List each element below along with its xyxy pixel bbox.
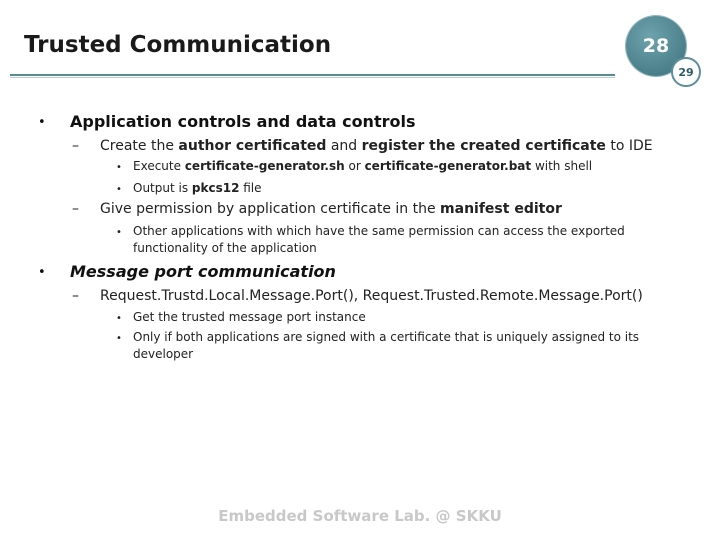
dot-marker: •: [116, 162, 122, 173]
dot-marker: •: [116, 313, 122, 324]
item-output-pkcs12: [133, 180, 673, 197]
item-execute-generator: [133, 158, 673, 175]
text-run-bold: manifest editor: [440, 201, 562, 217]
text-run: to IDE: [605, 138, 653, 154]
text-run-bold: pkcs12: [191, 181, 240, 195]
sub-bullet-request-ports: Request.Trustd.Local.Message.Port(), Request.Trusted.Remote.Message.Port(): [100, 288, 643, 304]
footer-text: Embedded Software Lab. @ SKKU: [218, 507, 502, 525]
sub-bullet-give-permission: [100, 201, 562, 217]
item-other-applications: Other applications with which have the same permission can access the exported functionality of the application: [133, 224, 625, 255]
text-run: Execute: [133, 159, 185, 173]
dash-marker: –: [72, 288, 79, 304]
text-run: Give permission by application certificate in the: [100, 201, 441, 217]
text-run-bold: certificate-generator.bat: [364, 159, 532, 173]
text-run: with shell: [531, 159, 593, 173]
bullet-message-port: Message port communication: [70, 262, 336, 281]
item-get-trusted-port: Get the trusted message port instance: [133, 310, 366, 324]
text-run: Create the: [100, 138, 179, 154]
bullet-marker: •: [38, 115, 46, 130]
text-run: file: [239, 181, 262, 195]
dot-marker: •: [116, 227, 122, 238]
sub-bullet-create-certificate: [100, 138, 653, 154]
text-run-bold: author certificated: [178, 138, 327, 154]
dot-marker: •: [116, 184, 122, 195]
text-run-bold: register the created certificate: [361, 138, 606, 154]
bullet-marker: •: [38, 265, 46, 280]
dash-marker: –: [72, 138, 79, 154]
next-page-number-badge: 29: [671, 57, 701, 87]
text-run-bold: certificate-generator.sh: [184, 159, 345, 173]
dash-marker: –: [72, 201, 79, 217]
text-run: and: [326, 138, 362, 154]
text-run: Output is: [133, 181, 192, 195]
page-number-badge: 28: [626, 16, 686, 76]
bullet-application-controls: Application controls and data controls: [70, 112, 416, 131]
item-both-signed: Only if both applications are signed with a certificate that is uniquely assigned to its developer: [133, 330, 640, 361]
dot-marker: •: [116, 333, 122, 344]
text-run: or: [344, 159, 365, 173]
slide-title: Trusted Communication: [24, 32, 332, 58]
